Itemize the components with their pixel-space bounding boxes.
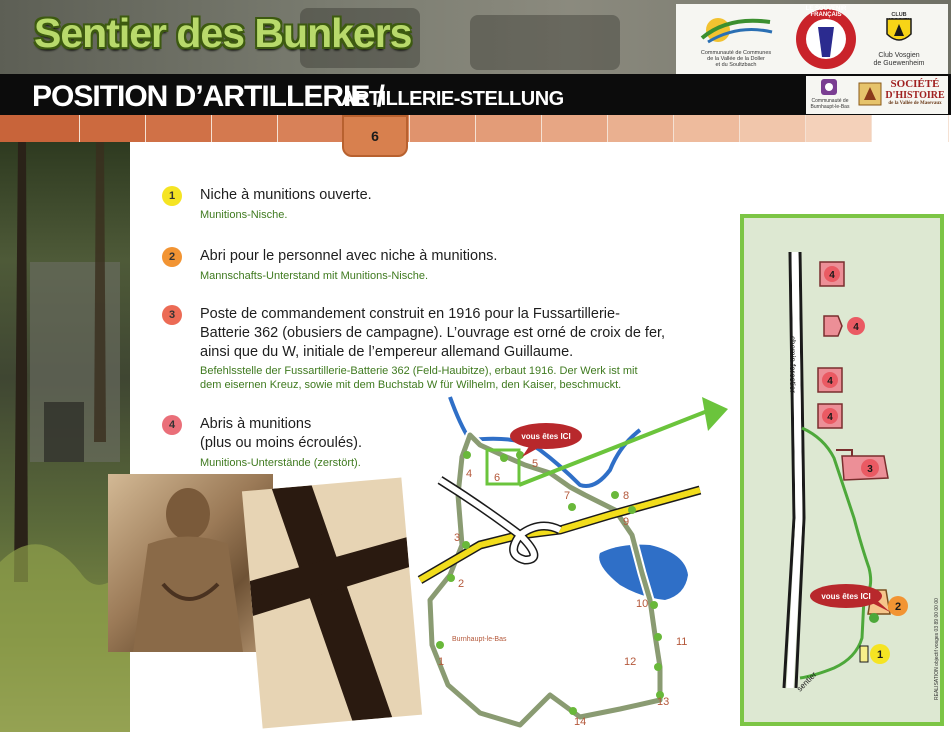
item-4-french-line-1: Abris à munitions [200, 416, 312, 432]
societe-text-3: de la Vallée de Masevaux [888, 101, 942, 106]
partner-logos-lower [806, 76, 948, 114]
subtitle-french: POSITION D’ARTILLERIE / [32, 80, 385, 113]
munition-niche-1 [860, 646, 868, 662]
munition-niche-1-label: 1 [876, 649, 884, 661]
subtitle-german: ARTILLERIE-STELLUNG [341, 88, 564, 110]
shelter-4c-label: 4 [827, 376, 833, 387]
cross-photo-illustration [242, 477, 422, 728]
cross-shadow-photo [242, 477, 422, 728]
trail-stop-14: 14 [574, 716, 587, 728]
item-3-german-line-1: Befehlsstelle der Fussartillerie-Batterie 362 (Feld-Haubitze), erbaut 1916. Der Werk ist mit [200, 365, 638, 377]
trail-stop-5: 5 [532, 458, 539, 470]
bunker-photo-texture [470, 15, 620, 70]
item-3-french-line-2: Batterie 362 (obusiers de campagne). L’ouvrage est orné de croix de fer, [200, 325, 666, 341]
burnhaupt-text-2: Burnhaupt-le-Bas [810, 104, 850, 110]
print-credit: REALISATION objectif vosges 03 89 00 00 00 [934, 598, 940, 700]
trail-stop-9: 9 [623, 516, 630, 528]
trail-map [410, 395, 740, 732]
detail-map-drawing [744, 218, 940, 722]
partner-logos [676, 4, 948, 74]
societe-histoire-emblem-icon [858, 82, 882, 106]
shelter-4a-label: 4 [829, 270, 835, 281]
detail-you-are-here-label: vous êtes ICI [821, 592, 871, 601]
trail-stop-11: 11 [676, 636, 688, 648]
shelter-4b [824, 316, 842, 336]
item-4-french-line-2: (plus ou moins écroulés). [200, 435, 362, 451]
item-1-german: Munitions-Nische. [200, 209, 288, 221]
badge-2: 2 [162, 247, 182, 267]
stop-number: 6 [371, 128, 379, 144]
path-label: sentier [795, 670, 819, 694]
color-stripe [0, 115, 951, 142]
shelter-4b-label: 4 [853, 322, 859, 333]
societe-text-1: SOCIÉTÉ [890, 78, 940, 90]
communaute-text-3: et du Soultzbach [715, 62, 757, 68]
item-1-french: Niche à munitions ouverte. [200, 187, 372, 203]
personnel-shelter-2-label: 2 [894, 601, 902, 613]
badge-3: 3 [162, 305, 182, 325]
trail-stop-2: 2 [458, 578, 465, 590]
stop-number-tab [342, 115, 408, 157]
item-3-french-line-1: Poste de commandement construit en 1916 pour la Fussartillerie- [200, 306, 620, 322]
item-2-german: Mannschafts-Unterstand mit Munitions-Nische. [200, 270, 429, 282]
trail-stop-13: 13 [657, 696, 670, 708]
page-title: Sentier des Bunkers [34, 10, 412, 56]
trail-stop-1: 1 [438, 656, 445, 668]
shelter-4d-label: 4 [827, 412, 833, 423]
trail-stop-12: 12 [624, 656, 637, 668]
club-vosgien-top: CLUB [891, 12, 907, 18]
you-are-here-label: vous êtes ICI [521, 432, 571, 441]
societe-text-2: D'HISTOIRE [885, 90, 945, 101]
communaute-text-2: de la Vallée de la Doller [707, 56, 765, 62]
badge-4: 4 [162, 415, 182, 435]
trail-stop-10: 10 [636, 598, 649, 610]
badge-1: 1 [162, 186, 182, 206]
command-post-3-label: 3 [867, 464, 873, 475]
burnhaupt-logo-icon [820, 78, 838, 96]
club-vosgien-text-2: de Guewenheim [873, 60, 925, 67]
club-vosgien-shield-icon [886, 18, 912, 46]
burnhaupt-text-1: Communauté de [811, 98, 849, 104]
detail-arrow-head [702, 397, 728, 431]
trail-stop-8: 8 [623, 490, 630, 502]
detail-map [740, 214, 944, 726]
village-label: Burnhaupt-le-Bas [452, 636, 507, 643]
club-vosgien-text-1: Club Vosgien [878, 52, 920, 59]
souvenir-francais-text: LE SOUVENIR FRANÇAIS [805, 6, 847, 18]
trail-stop-4: 4 [466, 468, 473, 480]
item-4-german: Munitions-Unterstände (zerstört). [200, 457, 361, 469]
communaute-text-1: Communauté de Communes [700, 50, 772, 56]
trail-stop-7: 7 [564, 490, 571, 502]
item-3-french-line-3: ainsi que du W, initiale de l’empereur allemand Guillaume. [200, 344, 574, 360]
trail-stop-6: 6 [494, 472, 501, 484]
road-label: chemin forestier [788, 336, 797, 393]
trail-stop-3: 3 [454, 532, 461, 544]
item-3-german-line-2: dem eisernen Kreuz, sowie mit dem Buchstab W für Wilhelm, den Kaiser, beschmuckt. [200, 379, 622, 391]
communaute-logo-icon [698, 8, 774, 48]
item-2-french: Abri pour le personnel avec niche à munitions. [200, 248, 498, 264]
